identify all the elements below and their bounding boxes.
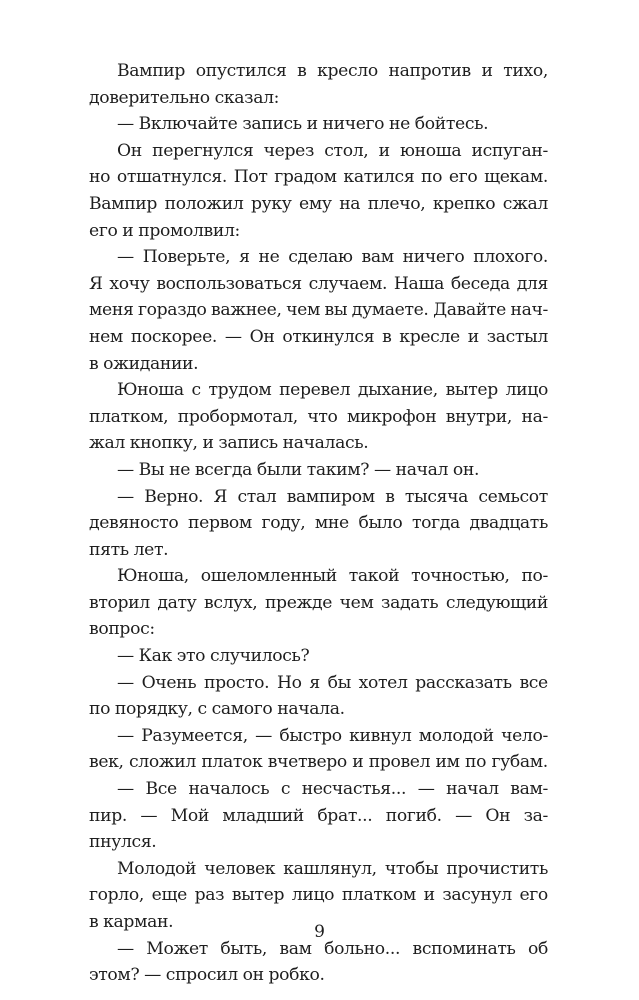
text-line: Юноша, ошеломленный такой точностью, по- xyxy=(117,566,548,587)
text-line: меня гораздо важнее, чем вы думаете. Давайте нач- xyxy=(89,300,548,321)
text-line: нем поскорее. — Он откинулся в кресле и застыл xyxy=(89,326,548,347)
text-line: — Как это случилось? xyxy=(117,646,310,667)
text-line: пнулся. xyxy=(89,832,157,853)
text-line: Вампир опустился в кресло напротив и тихо, xyxy=(117,61,548,81)
text-line: — Очень просто. Но я бы хотел рассказать все xyxy=(117,672,548,693)
text-line: по порядку, с самого начала. xyxy=(89,699,345,720)
text-line: этом? — спросил он робко. xyxy=(89,965,325,986)
text-line: пир. — Мой младший брат... погиб. — Он за- xyxy=(89,805,548,826)
text-line: — Может быть, вам больно... вспоминать об xyxy=(117,938,548,959)
text-line: его и промолвил: xyxy=(89,220,241,241)
text-line: вторил дату вслух, прежде чем задать следующий xyxy=(89,592,548,613)
text-line: — Разумеется, — быстро кивнул молодой чело- xyxy=(117,725,548,746)
text-line: но отшатнулся. Пот градом катился по его щекам. xyxy=(89,167,548,188)
text-line: пять лет. xyxy=(89,539,169,560)
text-line: платком, пробормотал, что микрофон внутри, на- xyxy=(89,406,548,427)
text-line: Молодой человек кашлянул, чтобы прочистить xyxy=(117,858,548,879)
text-line: век, сложил платок вчетверо и провел им по губам. xyxy=(89,752,548,773)
text-line: — Все началось с несчастья... — начал вам- xyxy=(117,779,548,800)
page-body xyxy=(89,58,548,989)
text-line: в карман. xyxy=(89,912,174,932)
text-line: — Верно. Я стал вампиром в тысяча семьсот xyxy=(117,486,548,507)
text-line: Он перегнулся через стол, и юноша испуган- xyxy=(117,140,548,161)
page-number: 9 xyxy=(314,922,325,942)
text-line: вопрос: xyxy=(89,619,155,640)
text-line: — Поверьте, я не сделаю вам ничего плохого. xyxy=(117,247,548,268)
text-line: горло, еще раз вытер лицо платком и засунул его xyxy=(89,885,548,906)
text-line: Вампир положил руку ему на плечо, крепко сжал xyxy=(89,193,548,214)
text-line: в ожидании. xyxy=(89,353,199,374)
text-line: — Включайте запись и ничего не бойтесь. xyxy=(117,114,489,135)
text-line: доверительно сказал: xyxy=(89,87,280,108)
text-line: девяносто первом году, мне было тогда двадцать xyxy=(89,513,548,534)
text-line: — Вы не всегда были таким? — начал он. xyxy=(117,459,480,480)
text-line: Я хочу воспользоваться случаем. Наша беседа для xyxy=(89,273,548,294)
text-line: жал кнопку, и запись началась. xyxy=(89,433,369,454)
text-line: Юноша с трудом перевел дыхание, вытер лицо xyxy=(117,380,548,401)
